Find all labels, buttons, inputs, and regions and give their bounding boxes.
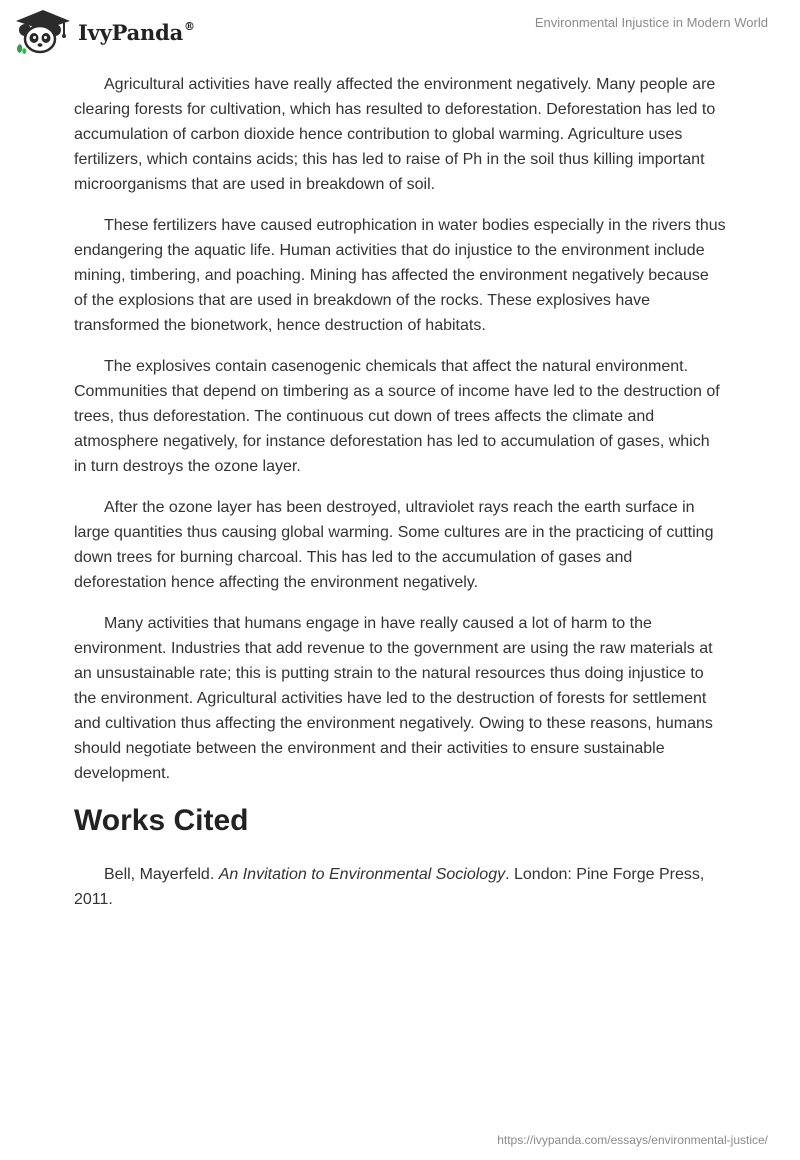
body-paragraph: Many activities that humans engage in have really caused a lot of harm to the environment. Industries that add revenue to the government are using the raw materials at an unsustainable rate; this is putting strain to the natural resources thus doing injustice to the environment. Agricultural activities have led to the destruction of forests for settlement and cultivation thus affecting the environment negatively. Owing to these reasons, humans should negotiate between the environment and their activities to ensure sustainable development. xyxy=(74,615,713,782)
body-paragraph: These fertilizers have caused eutrophication in water bodies especially in the rivers thus endangering the aquatic life. Human activities that do injustice to the environment include mining, timbering, and poaching. Mining has affected the environment negatively because of the explosions that are used in breakdown of the rocks. These explosives have transformed the bionetwork, hence destruction of habitats. xyxy=(74,217,726,334)
body-paragraph: The explosives contain casenogenic chemicals that affect the natural environment. Communities that depend on timbering as a source of income have led to the destruction of trees, thus deforestation. The continuous cut down of trees affects the climate and atmosphere negatively, for instance deforestation has led to accumulation of gases, which in turn destroys the ozone layer. xyxy=(74,358,720,475)
page-header xyxy=(0,0,800,60)
body-paragraph: After the ozone layer has been destroyed, ultraviolet rays reach the earth surface in large quantities thus causing global warming. Some cultures are in the practicing of cutting down trees for burning charcoal. This has led to the accumulation of gases and deforestation hence affecting the environment negatively. xyxy=(74,499,714,591)
essay-content xyxy=(74,72,726,928)
body-paragraph: Agricultural activities have really affected the environment negatively. Many people are clearing forests for cultivation, which has resulted to deforestation. Deforestation has led to accumulation of carbon dioxide hence contribution to global warming. Agriculture uses fertilizers, which contains acids; this has led to raise of Ph in the soil thus killing important microorganisms that are used in breakdown of soil. xyxy=(74,76,716,193)
works-cited-heading: Works Cited xyxy=(74,804,249,837)
citation-title: An Invitation to Environmental Sociology xyxy=(218,866,506,883)
source-url[interactable]: https://ivypanda.com/essays/environmental-justice/ xyxy=(497,1133,768,1147)
citation-author: Bell, Mayerfeld. xyxy=(104,866,219,883)
ivypanda-logo[interactable] xyxy=(14,8,195,54)
citation-entry xyxy=(74,862,726,912)
panda-graduate-icon xyxy=(14,8,72,54)
brand-name: IvyPanda® xyxy=(78,19,195,45)
citation-publisher: . London: Pine Forge Press, 2011. xyxy=(74,866,705,908)
document-title: Environmental Injustice in Modern World xyxy=(534,15,768,30)
